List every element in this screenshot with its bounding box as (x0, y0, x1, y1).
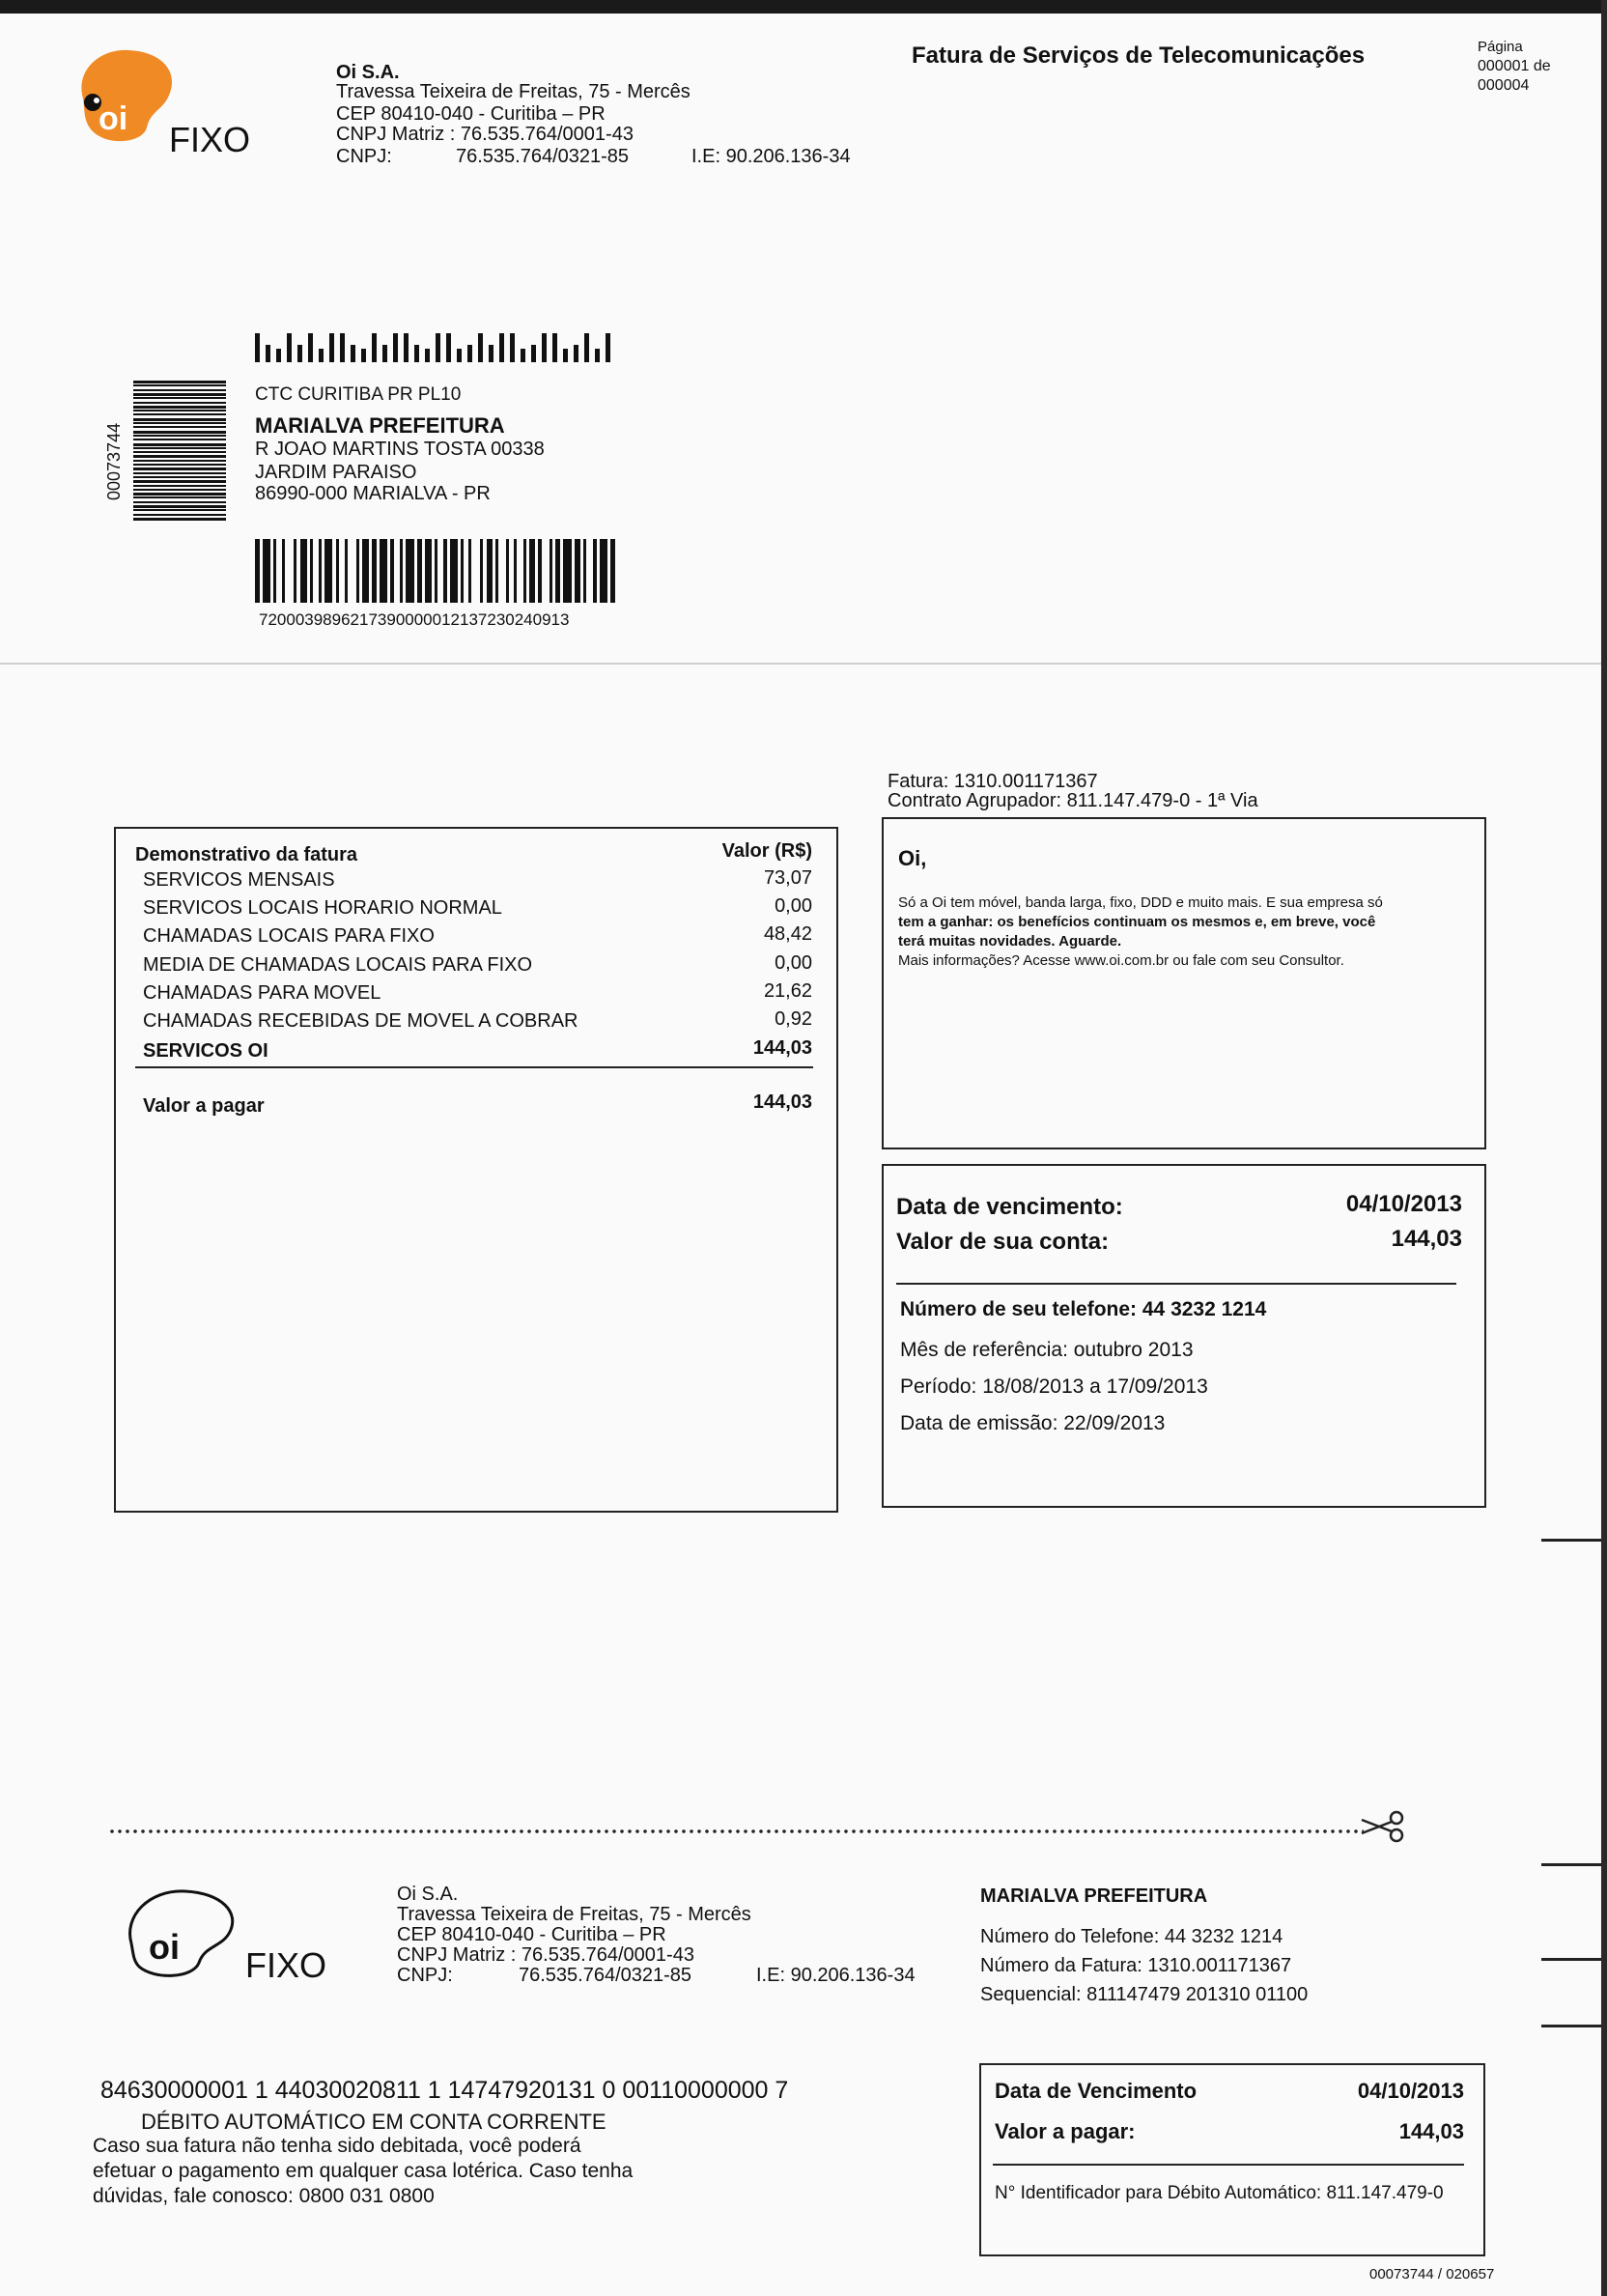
postal-bar (521, 349, 525, 362)
postal-bar (531, 345, 536, 362)
postal-bar (351, 345, 355, 362)
cut-line (108, 1828, 1364, 1834)
side-bar (133, 439, 226, 440)
margin-mark (1541, 1958, 1601, 1961)
page-total: 000004 (1478, 77, 1530, 94)
statement-row-value: 48,42 (763, 923, 812, 945)
postal-bar (478, 333, 483, 362)
account-value: 144,03 (1391, 1226, 1462, 1252)
main-barcode (255, 539, 615, 603)
stub-cnpj-matriz: CNPJ Matriz : 76.535.764/0001-43 (397, 1944, 694, 1966)
company-cnpj-value: 76.535.764/0321-85 (456, 146, 630, 167)
stub-due-value: 04/10/2013 (1357, 2079, 1464, 2103)
debit-info-line: dúvidas, fale conosco: 0800 031 0800 (93, 2185, 435, 2207)
company-ie: I.E: 90.206.136-34 (691, 146, 851, 167)
contrato-agrupador: Contrato Agrupador: 811.147.479-0 - 1ª Via (888, 790, 1258, 811)
stub-cnpj-value: 76.535.764/0321-85 (519, 1965, 692, 1986)
page-label: Página (1478, 39, 1523, 55)
side-bar (133, 514, 226, 516)
statement-row-label: CHAMADAS PARA MOVEL (143, 982, 381, 1004)
barcode-bar (600, 539, 607, 603)
postal-bar (489, 345, 493, 362)
postal-bar (393, 333, 398, 362)
postal-bar (297, 345, 302, 362)
barcode-bar (285, 539, 294, 603)
stub-company-name: Oi S.A. (397, 1884, 459, 1905)
barcode-bar (610, 539, 615, 603)
side-bar (133, 410, 226, 411)
barcode-number: 72000398962173900000121372302409​13 (259, 610, 570, 629)
stub-cnpj-label: CNPJ: (397, 1965, 453, 1986)
postal-bar (404, 333, 409, 362)
side-bar (133, 509, 226, 511)
scissors-icon (1360, 1810, 1414, 1843)
statement-title: Demonstrativo da fatura (135, 844, 358, 865)
statement-row-value: 21,62 (763, 980, 812, 1002)
statement-row-value: 0,00 (775, 895, 812, 917)
postal-bar (276, 349, 281, 362)
account-value-label: Valor de sua conta: (896, 1229, 1110, 1255)
postal-bar (266, 345, 270, 362)
statement-row-label: CHAMADAS LOCAIS PARA FIXO (143, 925, 435, 947)
barcode-bar (498, 539, 506, 603)
document-title: Fatura de Serviços de Telecomunicações (912, 43, 1366, 69)
side-bar (133, 418, 226, 421)
side-bar (133, 422, 226, 424)
statement-subtotal-label: SERVICOS OI (143, 1040, 268, 1062)
postal-bar (361, 349, 366, 362)
phone-number: Número de seu telefone: 44 3232 1214 (900, 1298, 1267, 1320)
postal-bar (606, 333, 610, 362)
postal-bar (542, 333, 547, 362)
side-bar (133, 472, 226, 474)
statement-row-value: 0,00 (775, 952, 812, 974)
side-bar (133, 406, 226, 409)
company-cnpj-matriz: CNPJ Matriz : 76.535.764/0001-43 (336, 124, 634, 145)
side-bar (133, 451, 226, 453)
addressee-name: MARIALVA PREFEITURA (255, 413, 505, 438)
due-divider (896, 1283, 1456, 1285)
postal-bar (255, 333, 260, 362)
fold-line (0, 663, 1601, 665)
side-bar (133, 426, 226, 428)
stub-brand-word: FIXO (245, 1945, 327, 1985)
postal-bar (457, 349, 462, 362)
postal-bar (584, 333, 589, 362)
side-bar (133, 393, 226, 396)
side-bar (133, 464, 226, 466)
side-bar (133, 413, 226, 415)
side-bar (133, 389, 226, 391)
statement-row-value: 73,07 (763, 867, 812, 889)
postal-bar (372, 333, 377, 362)
svg-text:oi: oi (149, 1927, 180, 1967)
postal-bar (382, 345, 387, 362)
due-date-label: Data de vencimento: (896, 1194, 1123, 1220)
digitable-line: 84630000001 1 44030020811 1 14747920131 0 00110000000 7 (100, 2077, 789, 2104)
addressee-district: JARDIM PARAISO (255, 462, 417, 483)
message-line: Só a Oi tem móvel, banda larga, fixo, DDD e muito mais. E sua empresa só (898, 894, 1383, 911)
side-bar (133, 468, 226, 470)
barcode-bar (471, 539, 480, 603)
postal-bar (563, 349, 568, 362)
stub-due-divider (993, 2164, 1464, 2166)
statement-row-value: 0,92 (775, 1008, 812, 1030)
stub-company-address: Travessa Teixeira de Freitas, 75 - Mercês (397, 1904, 751, 1925)
stub-company-cep: CEP 80410-040 - Curitiba – PR (397, 1924, 666, 1945)
stub-customer-name: MARIALVA PREFEITURA (980, 1885, 1208, 1907)
addressee-street: R JOAO MARTINS TOSTA 00338 (255, 439, 545, 460)
fatura-number: Fatura: 1310.001171367 (888, 771, 1098, 792)
stub-ie: I.E: 90.206.136-34 (756, 1965, 916, 1986)
scan-top-edge (0, 0, 1607, 14)
side-code: 00073744 (104, 422, 124, 500)
side-bar (133, 476, 226, 478)
side-bar (133, 496, 226, 498)
postal-bar (414, 345, 419, 362)
company-cep: CEP 80410-040 - Curitiba – PR (336, 103, 606, 125)
statement-subtotal-value: 144,03 (752, 1037, 812, 1059)
barcode-bar (450, 539, 458, 603)
postal-bar (425, 349, 430, 362)
footer-code: 00073744 / 020657 (1369, 2266, 1495, 2282)
side-bar (133, 460, 226, 462)
statement-row-label: MEDIA DE CHAMADAS LOCAIS PARA FIXO (143, 954, 533, 976)
side-bar (133, 501, 226, 503)
barcode-bar (324, 539, 332, 603)
oi-logo (70, 43, 185, 149)
side-bar (133, 431, 226, 434)
page-current: 000001 de (1478, 58, 1551, 74)
company-address: Travessa Teixeira de Freitas, 75 - Mercês (336, 81, 691, 102)
postal-bar (467, 345, 472, 362)
reference-month: Mês de referência: outubro 2013 (900, 1339, 1194, 1361)
side-bar (133, 397, 226, 399)
barcode-bar (517, 539, 523, 603)
postal-bar (340, 333, 345, 362)
debit-identifier: N° Identificador para Débito Automático: 811.147.479-0 (995, 2183, 1444, 2203)
margin-mark (1541, 1863, 1601, 1866)
barcode-bar (406, 539, 414, 603)
barcode-bar (362, 539, 369, 603)
margin-mark (1541, 1539, 1601, 1542)
company-cnpj-label: CNPJ: (336, 146, 392, 167)
stub-phone: Número do Telefone: 44 3232 1214 (980, 1926, 1283, 1947)
side-bar (133, 493, 226, 496)
barcode-bar (542, 539, 550, 603)
postal-bar (552, 333, 557, 362)
side-bar (133, 480, 226, 483)
barcode-bar (263, 539, 270, 603)
postal-bar (595, 349, 600, 362)
statement-row-label: CHAMADAS RECEBIDAS DE MOVEL A COBRAR (143, 1010, 578, 1032)
statement-total-label: Valor a pagar (143, 1095, 265, 1117)
postal-bar (308, 333, 313, 362)
side-bar (133, 384, 226, 386)
barcode-bar (300, 539, 307, 603)
barcode-bar (563, 539, 572, 603)
message-line: terá muitas novidades. Aguarde. (898, 933, 1122, 950)
oi-logo-outline (122, 1884, 245, 1980)
barcode-bar (348, 539, 356, 603)
statement-total-value: 144,03 (752, 1091, 812, 1113)
postal-bar (319, 349, 324, 362)
due-date-value: 04/10/2013 (1345, 1191, 1462, 1217)
stub-pay-value: 144,03 (1398, 2119, 1464, 2143)
postal-bar (499, 333, 504, 362)
debit-info-line: Caso sua fatura não tenha sido debitada, você poderá (93, 2135, 581, 2157)
margin-mark (1541, 2025, 1601, 2027)
brand-word-fixo: FIXO (169, 120, 251, 159)
stub-due-label: Data de Vencimento (995, 2079, 1198, 2103)
postal-bar (510, 333, 515, 362)
side-bar (133, 489, 226, 491)
message-box (882, 817, 1486, 1149)
statement-row-label: SERVICOS MENSAIS (143, 869, 335, 891)
scan-right-edge (1601, 0, 1607, 2296)
statement-row-label: SERVICOS LOCAIS HORARIO NORMAL (143, 897, 502, 919)
postal-barcode (255, 333, 610, 362)
issue-date: Data de emissão: 22/09/2013 (900, 1412, 1166, 1434)
barcode-bar (380, 539, 387, 603)
stub-sequence: Sequencial: 811147479 201310 01100 (980, 1984, 1309, 2005)
message-line: tem a ganhar: os benefícios continuam os mesmos e, em breve, você (898, 914, 1376, 930)
side-bar (133, 443, 226, 446)
statement-divider (135, 1066, 813, 1068)
debit-title: DÉBITO AUTOMÁTICO EM CONTA CORRENTE (141, 2110, 606, 2134)
side-bar (133, 485, 226, 487)
route-code: CTC CURITIBA PR PL10 (255, 384, 462, 405)
side-bar (133, 402, 226, 404)
postal-bar (446, 333, 451, 362)
svg-text:oi: oi (99, 100, 128, 137)
side-bar (133, 447, 226, 449)
company-name: Oi S.A. (336, 62, 400, 83)
postal-bar (574, 345, 578, 362)
side-bar (133, 505, 226, 508)
postal-bar (287, 333, 292, 362)
stub-invoice-number: Número da Fatura: 1310.001171367 (980, 1955, 1292, 1976)
side-bar (133, 435, 226, 437)
side-bar (133, 381, 226, 383)
postal-bar (436, 333, 440, 362)
side-barcode (133, 381, 226, 524)
debit-info-line: efetuar o pagamento em qualquer casa lotérica. Caso tenha (93, 2160, 634, 2182)
stub-pay-label: Valor a pagar: (995, 2119, 1136, 2143)
message-greeting: Oi, (898, 846, 927, 870)
addressee-city: 86990-000 MARIALVA - PR (255, 483, 491, 504)
billing-period: Período: 18/08/2013 a 17/09/2013 (900, 1375, 1208, 1398)
postal-bar (329, 333, 334, 362)
barcode-bar (586, 539, 593, 603)
side-bar (133, 455, 226, 458)
side-bar (133, 518, 226, 521)
message-line: Mais informações? Acesse www.oi.com.br ou fale com seu Consultor. (898, 952, 1344, 969)
barcode-bar (425, 539, 432, 603)
statement-value-header: Valor (R$) (721, 840, 812, 862)
